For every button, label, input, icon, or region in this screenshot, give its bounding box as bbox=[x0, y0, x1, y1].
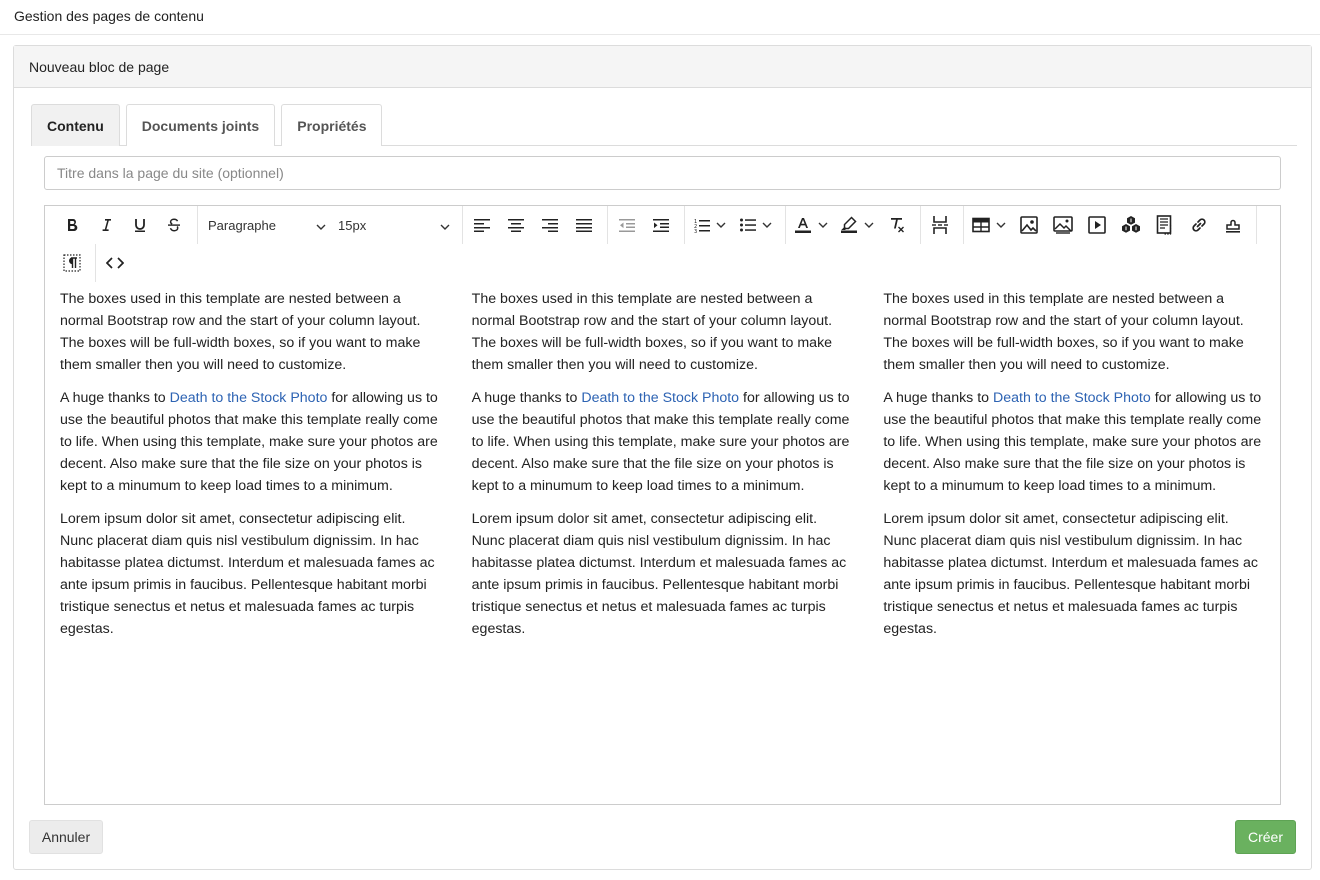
tab-documents-joints[interactable]: Documents joints bbox=[126, 104, 275, 146]
source-code-icon[interactable] bbox=[98, 246, 132, 280]
paragraph bbox=[60, 387, 442, 497]
content-panel bbox=[13, 45, 1312, 870]
align-justify-icon[interactable] bbox=[567, 208, 601, 242]
show-blocks-icon[interactable] bbox=[55, 246, 89, 280]
svg-text:2: 2 bbox=[694, 223, 698, 230]
content-column-3 bbox=[883, 288, 1265, 651]
toolbar-group-break bbox=[921, 206, 964, 244]
align-center-icon[interactable] bbox=[499, 208, 533, 242]
toolbar-group-source bbox=[96, 244, 138, 282]
clear-format-icon[interactable] bbox=[880, 208, 914, 242]
font-size-select[interactable] bbox=[332, 208, 456, 242]
toolbar-group-lists bbox=[685, 206, 786, 244]
video-icon[interactable] bbox=[1080, 208, 1114, 242]
editor-content[interactable] bbox=[45, 282, 1280, 651]
toolbar-group-text-style bbox=[53, 206, 198, 244]
paragraph: The boxes used in this template are nested between a normal Bootstrap row and the start of your column layout. The boxes will be full-width boxes, so if you want to make them smaller then you will need to customize. bbox=[60, 291, 421, 373]
tab-bar bbox=[31, 104, 1297, 146]
tab-proprietes[interactable]: Propriétés bbox=[281, 104, 382, 146]
font-size-value: 15px bbox=[338, 217, 367, 233]
panel-heading bbox=[14, 46, 1311, 88]
chevron-down-icon bbox=[316, 218, 326, 233]
gallery-icon[interactable] bbox=[1046, 208, 1080, 242]
tab-contenu[interactable]: Contenu bbox=[31, 104, 120, 146]
page-header bbox=[0, 0, 1320, 35]
image-icon[interactable] bbox=[1012, 208, 1046, 242]
stamp-icon[interactable] bbox=[1216, 208, 1250, 242]
paragraph-text: A huge thanks to bbox=[883, 390, 993, 406]
toolbar-group-align bbox=[463, 206, 608, 244]
stock-photo-link[interactable]: Death to the Stock Photo bbox=[581, 390, 740, 406]
table-icon[interactable] bbox=[966, 208, 1012, 242]
chevron-down-icon bbox=[716, 222, 726, 228]
create-button[interactable]: Créer bbox=[1235, 820, 1296, 854]
paragraph: Lorem ipsum dolor sit amet, consectetur adipiscing elit. Nunc placerat diam quis nisl vestibulum dignissim. In hac habitasse platea dictumst. Interdum et malesuada fames ac ante ipsum primis in faucibus. Pellentesque habitant morbi tristique senectus et netus et malesuada fames ac turpis egestas. bbox=[883, 511, 1258, 637]
toolbar-group-indent bbox=[608, 206, 685, 244]
chevron-down-icon bbox=[996, 222, 1006, 228]
underline-icon[interactable] bbox=[123, 208, 157, 242]
toolbar-row-2 bbox=[53, 244, 1280, 282]
svg-text:3: 3 bbox=[694, 228, 698, 233]
paragraph: The boxes used in this template are nested between a normal Bootstrap row and the start of your column layout. The boxes will be full-width boxes, so if you want to make them smaller then you will need to customize. bbox=[883, 291, 1244, 373]
italic-icon[interactable] bbox=[89, 208, 123, 242]
paragraph-text: for allowing us to use the beautiful photos that make this template really come to life. When using this template, make sure your photos are decent. Also make sure that the file size on your photos is kept to a minumum to keep load times to a minimum. bbox=[883, 390, 1262, 494]
block-format-value: Paragraphe bbox=[208, 217, 276, 233]
page-title-input[interactable] bbox=[44, 156, 1281, 190]
toolbar-group-colors bbox=[786, 206, 921, 244]
paragraph-text: A huge thanks to bbox=[60, 390, 170, 406]
paragraph-text: A huge thanks to bbox=[471, 390, 582, 406]
block-format-select[interactable] bbox=[202, 208, 332, 242]
toolbar-group-format bbox=[198, 206, 463, 244]
paragraph bbox=[883, 387, 1265, 497]
outdent-icon[interactable] bbox=[610, 208, 644, 242]
content-column-1 bbox=[60, 288, 442, 651]
paragraph: Lorem ipsum dolor sit amet, consectetur adipiscing elit. Nunc placerat diam quis nisl vestibulum dignissim. In hac habitasse platea dictumst. Interdum et malesuada fames ac ante ipsum primis in faucibus. Pellentesque habitant morbi tristique senectus et netus et malesuada fames ac turpis egestas. bbox=[60, 511, 435, 637]
paragraph bbox=[472, 387, 854, 497]
toolbar-group-insert bbox=[964, 206, 1257, 244]
bulleted-list-icon[interactable] bbox=[733, 208, 779, 242]
document-icon[interactable] bbox=[1148, 208, 1182, 242]
align-right-icon[interactable] bbox=[533, 208, 567, 242]
align-left-icon[interactable] bbox=[465, 208, 499, 242]
cancel-button[interactable]: Annuler bbox=[29, 820, 103, 854]
panel-title: Nouveau bloc de page bbox=[29, 59, 170, 75]
link-icon[interactable] bbox=[1182, 208, 1216, 242]
editor-toolbar bbox=[45, 206, 1280, 282]
toolbar-group-view bbox=[53, 244, 96, 282]
page-break-icon[interactable] bbox=[923, 208, 957, 242]
stock-photo-link[interactable]: Death to the Stock Photo bbox=[993, 390, 1151, 406]
chevron-down-icon bbox=[818, 222, 828, 228]
highlight-icon[interactable] bbox=[834, 208, 880, 242]
numbered-list-icon[interactable] bbox=[687, 208, 733, 242]
chevron-down-icon bbox=[440, 218, 450, 233]
indent-icon[interactable] bbox=[644, 208, 678, 242]
text-color-icon[interactable] bbox=[788, 208, 834, 242]
paragraph-text: for allowing us to use the beautiful photos that make this template really come to life. When using this template, make sure your photos are decent. Also make sure that the file size on your photos is kept to a minumum to keep load times to a minimum. bbox=[471, 390, 850, 494]
svg-text:1: 1 bbox=[694, 218, 698, 225]
strikethrough-icon[interactable] bbox=[157, 208, 191, 242]
paragraph-text: for allowing us to use the beautiful photos that make this template really come to life. When using this template, make sure your photos are decent. Also make sure that the file size on your photos is kept to a minumum to keep load times to a minimum. bbox=[60, 390, 438, 494]
chevron-down-icon bbox=[864, 222, 874, 228]
rich-text-editor bbox=[44, 205, 1281, 805]
page-title: Gestion des pages de contenu bbox=[14, 8, 204, 24]
stock-photo-link[interactable]: Death to the Stock Photo bbox=[169, 390, 328, 406]
widget-icon[interactable] bbox=[1114, 208, 1148, 242]
paragraph: The boxes used in this template are nested between a normal Bootstrap row and the start of your column layout. The boxes will be full-width boxes, so if you want to make them smaller then you will need to customize. bbox=[471, 291, 833, 373]
content-column-2 bbox=[472, 288, 854, 651]
paragraph: Lorem ipsum dolor sit amet, consectetur adipiscing elit. Nunc placerat diam quis nisl vestibulum dignissim. In hac habitasse platea dictumst. Interdum et malesuada fames ac ante ipsum primis in faucibus. Pellentesque habitant morbi tristique senectus et netus et malesuada fames ac turpis egestas. bbox=[471, 511, 847, 637]
chevron-down-icon bbox=[762, 222, 772, 228]
bold-icon[interactable] bbox=[55, 208, 89, 242]
